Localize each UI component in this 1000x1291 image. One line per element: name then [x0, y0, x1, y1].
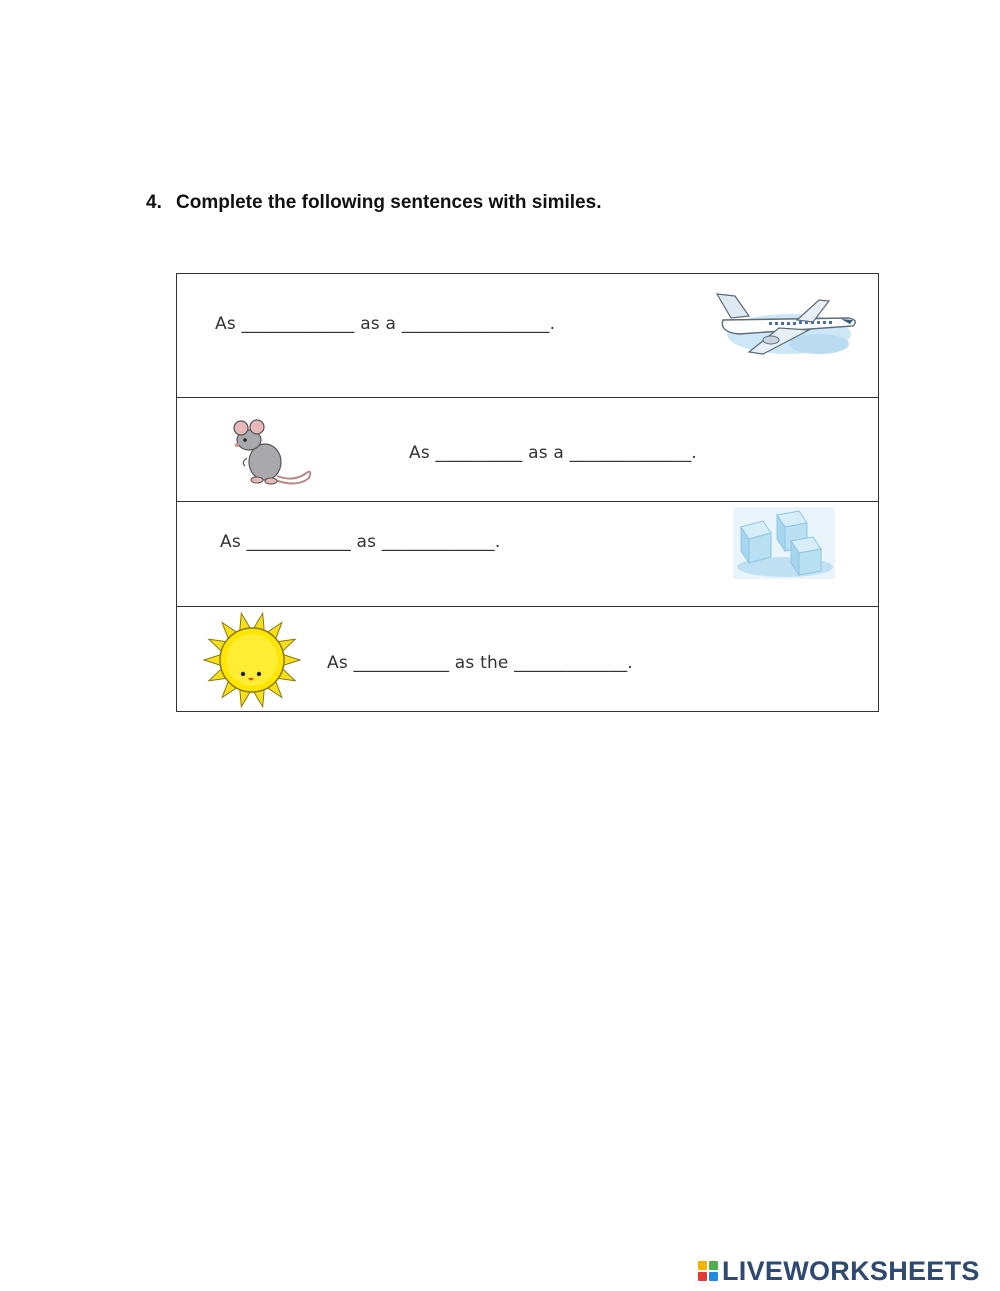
- logo-square-4: [709, 1272, 718, 1281]
- logo-square-2: [709, 1261, 718, 1270]
- simile-table: [176, 273, 879, 712]
- logo-square-3: [698, 1272, 707, 1281]
- brand-name: LIVEWORKSHEETS: [722, 1255, 980, 1286]
- simile-row-1: [177, 274, 878, 398]
- ice-cubes-icon: [733, 507, 835, 579]
- airplane-icon: [709, 286, 859, 360]
- logo-square-1: [698, 1261, 707, 1270]
- simile-row-4: [177, 607, 878, 711]
- mouse-icon: [227, 418, 317, 488]
- simile-row-2: [177, 398, 878, 502]
- simile-row-3: [177, 502, 878, 607]
- question-prompt: Complete the following sentences with similes.: [176, 192, 602, 213]
- question-heading: [146, 192, 601, 214]
- question-number: 4.: [146, 192, 162, 213]
- simile-sentence-2[interactable]: As __________ as a ______________.: [409, 443, 697, 463]
- sun-icon: [199, 610, 305, 710]
- simile-sentence-3[interactable]: As ____________ as _____________.: [220, 532, 501, 552]
- simile-sentence-4[interactable]: As ___________ as the _____________.: [327, 653, 633, 673]
- simile-sentence-1[interactable]: As _____________ as a _________________.: [215, 314, 556, 334]
- brand-logo-icon: [698, 1261, 718, 1281]
- liveworksheets-logo[interactable]: [698, 1256, 980, 1286]
